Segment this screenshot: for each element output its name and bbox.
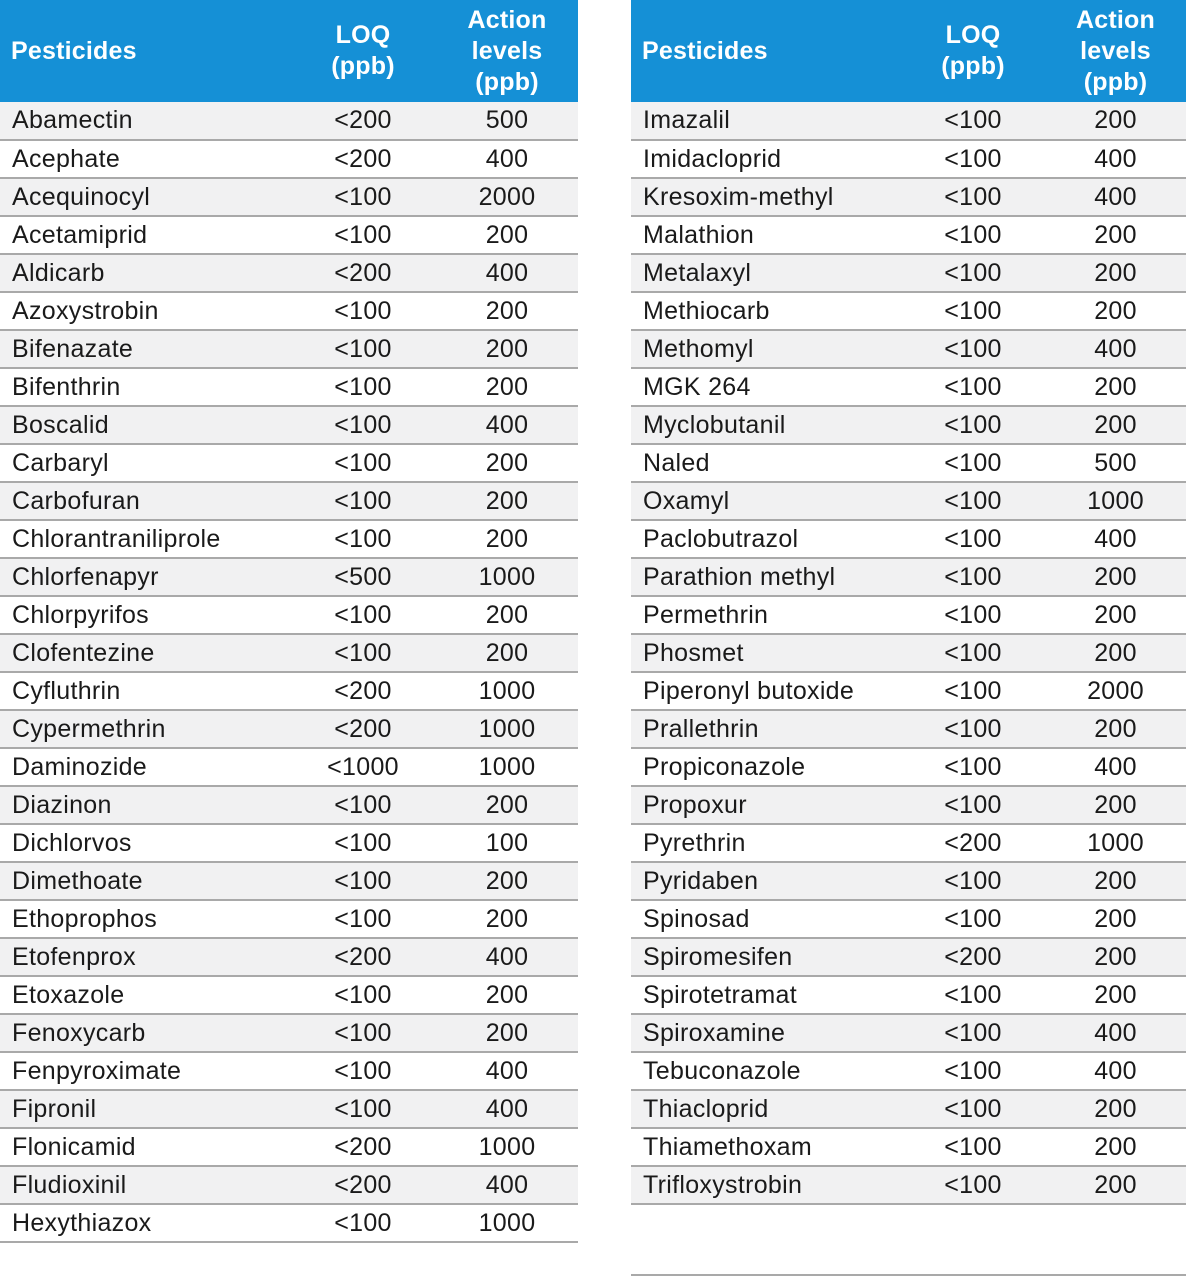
pesticide-name-cell: Piperonyl butoxide [643, 676, 855, 705]
loq-value-cell: <100 [944, 486, 1002, 515]
action-level-cell: 200 [485, 790, 529, 819]
header-action-line2: levels [1080, 36, 1151, 65]
loq-value-cell: <100 [334, 980, 392, 1009]
action-level-cell: 200 [485, 486, 529, 515]
action-level-cell: 2000 [478, 182, 536, 211]
table-row [0, 178, 578, 216]
pesticide-name-cell: Phosmet [643, 638, 744, 667]
action-level-cell: 200 [1094, 638, 1137, 667]
pesticide-name-cell: Etofenprox [12, 942, 136, 971]
pesticide-name-cell: Paclobutrazol [643, 524, 799, 553]
action-level-cell: 400 [1094, 1056, 1137, 1085]
loq-value-cell: <100 [944, 524, 1002, 553]
action-level-cell: 1000 [478, 1132, 536, 1161]
loq-value-cell: <100 [944, 410, 1002, 439]
pesticide-name-cell: Fenoxycarb [12, 1018, 146, 1047]
loq-value-cell: <100 [334, 296, 392, 325]
header-action-line1: Action [467, 5, 547, 34]
action-level-cell: 200 [1094, 258, 1137, 287]
loq-value-cell: <100 [944, 1170, 1002, 1199]
header-pesticides [631, 0, 901, 102]
loq-value-cell: <100 [944, 790, 1002, 819]
loq-value-cell: <100 [334, 600, 392, 629]
loq-value-cell: <100 [944, 714, 1002, 743]
header-loq-line1: LOQ [335, 21, 391, 49]
action-level-cell: 200 [1094, 942, 1137, 971]
loq-value-cell: <100 [334, 1094, 392, 1123]
loq-value-cell: <100 [944, 752, 1002, 781]
table-row [0, 634, 578, 672]
action-level-cell: 200 [485, 372, 529, 401]
table-row [631, 140, 1186, 178]
loq-value-cell: <200 [334, 1170, 392, 1199]
loq-value-cell: <100 [334, 372, 392, 401]
pesticide-name-cell: Permethrin [643, 600, 769, 629]
action-level-cell: 200 [485, 524, 529, 553]
loq-value-cell: <100 [334, 410, 392, 439]
left-pesticide-table [0, 0, 578, 1243]
header-action-line3: (ppb) [475, 67, 539, 96]
table-row [631, 1014, 1186, 1052]
table-row [0, 140, 578, 178]
loq-value-cell: <100 [944, 182, 1002, 211]
pesticide-name-cell: Tebuconazole [643, 1056, 801, 1085]
loq-value-cell: <100 [944, 372, 1002, 401]
action-level-cell: 1000 [478, 1208, 536, 1237]
loq-value-cell: <100 [944, 448, 1002, 477]
table-row [0, 748, 578, 786]
action-level-cell: 200 [1094, 1132, 1137, 1161]
action-level-cell: 200 [1094, 372, 1137, 401]
loq-value-cell: <100 [334, 790, 392, 819]
pesticide-name-cell: Dichlorvos [12, 828, 132, 857]
pesticide-name-cell: Spirotetramat [643, 980, 797, 1009]
loq-value-cell: <100 [944, 980, 1002, 1009]
pesticide-name-cell: Metalaxyl [643, 258, 752, 287]
action-level-cell: 1000 [478, 676, 536, 705]
table-row [0, 1204, 578, 1242]
loq-value-cell: <100 [944, 676, 1002, 705]
table-row [0, 862, 578, 900]
pesticide-name-cell: Prallethrin [643, 714, 759, 743]
pesticide-name-cell: Daminozide [12, 752, 148, 781]
action-level-cell: 200 [1094, 600, 1137, 629]
table-row [631, 634, 1186, 672]
table-row [631, 1128, 1186, 1166]
pesticide-name-cell: Etoxazole [12, 980, 125, 1009]
pesticide-name-cell: Fipronil [12, 1094, 97, 1123]
table-row [0, 330, 578, 368]
table-row [0, 1166, 578, 1204]
loq-value-cell: <200 [334, 942, 392, 971]
pesticide-name-cell: Naled [643, 448, 710, 477]
loq-value-cell: <200 [334, 106, 392, 134]
table-row [0, 520, 578, 558]
action-level-cell: 400 [485, 1056, 529, 1085]
table-row [0, 710, 578, 748]
pesticide-name-cell: Trifloxystrobin [643, 1170, 803, 1199]
pesticide-name-cell: Pyridaben [643, 866, 759, 895]
table-row [0, 216, 578, 254]
table-header-row [0, 0, 578, 102]
pesticide-name-cell: Azoxystrobin [12, 296, 159, 325]
loq-value-cell: <200 [944, 942, 1002, 971]
loq-value-cell: <100 [334, 638, 392, 667]
header-action-line3: (ppb) [1083, 67, 1148, 96]
pesticide-name-cell: Aldicarb [12, 258, 105, 287]
loq-value-cell: <100 [334, 486, 392, 515]
table-row [631, 900, 1186, 938]
table-row [631, 178, 1186, 216]
table-row [631, 444, 1186, 482]
loq-value-cell: <100 [944, 220, 1002, 249]
pesticide-name-cell: Ethoprophos [12, 904, 158, 933]
table-row [0, 1052, 578, 1090]
table-row [631, 596, 1186, 634]
table-row [0, 976, 578, 1014]
loq-value-cell: <100 [334, 1208, 392, 1237]
pesticide-name-cell: Acephate [12, 144, 121, 173]
pesticide-name-cell: Kresoxim-methyl [643, 182, 834, 211]
right-pesticide-table-container [631, 0, 1186, 1205]
loq-value-cell: <200 [944, 828, 1002, 857]
left-pesticide-table-container [0, 0, 578, 1243]
action-level-cell: 200 [1094, 220, 1137, 249]
action-level-cell: 200 [485, 448, 529, 477]
loq-value-cell: <100 [944, 1094, 1002, 1123]
loq-value-cell: <100 [334, 524, 392, 553]
table-row [0, 672, 578, 710]
table-row [0, 824, 578, 862]
pesticide-name-cell: Spiromesifen [643, 942, 793, 971]
action-level-cell: 100 [485, 828, 529, 857]
action-level-cell: 1000 [1087, 828, 1144, 857]
table-row [0, 900, 578, 938]
loq-value-cell: <1000 [327, 752, 399, 781]
loq-value-cell: <100 [334, 1018, 392, 1047]
header-loq-line1: LOQ [945, 21, 1001, 49]
action-level-cell: 200 [1094, 866, 1137, 895]
header-pesticides-label: Pesticides [642, 36, 768, 65]
loq-value-cell: <100 [944, 562, 1002, 591]
pesticide-name-cell: Diazinon [12, 790, 112, 819]
action-level-cell: 200 [485, 638, 529, 667]
loq-value-cell: <100 [334, 904, 392, 933]
table-row [0, 406, 578, 444]
pesticide-name-cell: Methiocarb [643, 296, 770, 325]
header-loq [290, 0, 436, 102]
loq-value-cell: <100 [944, 334, 1002, 363]
loq-value-cell: <100 [334, 828, 392, 857]
loq-value-cell: <100 [334, 866, 392, 895]
table-row [631, 102, 1186, 140]
action-level-cell: 200 [1094, 106, 1137, 134]
loq-value-cell: <100 [944, 638, 1002, 667]
table-row [0, 1128, 578, 1166]
action-level-cell: 1000 [478, 714, 536, 743]
action-level-cell: 200 [485, 296, 529, 325]
pesticide-name-cell: Hexythiazox [12, 1208, 152, 1237]
pesticide-name-cell: Flonicamid [12, 1132, 136, 1161]
table-row [631, 406, 1186, 444]
loq-value-cell: <100 [944, 1132, 1002, 1161]
pesticide-name-cell: Bifenazate [12, 334, 134, 363]
action-level-cell: 400 [485, 258, 529, 287]
table-row [631, 1166, 1186, 1204]
table-row [0, 938, 578, 976]
right-pesticide-table [631, 0, 1186, 1205]
table-row [631, 786, 1186, 824]
table-row [0, 482, 578, 520]
loq-value-cell: <100 [944, 144, 1002, 173]
table-row [0, 558, 578, 596]
action-level-cell: 200 [1094, 1170, 1137, 1199]
action-level-cell: 400 [485, 942, 529, 971]
table-row [0, 786, 578, 824]
loq-value-cell: <100 [334, 1056, 392, 1085]
loq-value-cell: <200 [334, 676, 392, 705]
loq-value-cell: <200 [334, 258, 392, 287]
pesticide-name-cell: Malathion [643, 220, 755, 249]
pesticide-name-cell: Parathion methyl [643, 562, 836, 591]
loq-value-cell: <100 [334, 448, 392, 477]
table-row [631, 482, 1186, 520]
table-row [0, 1090, 578, 1128]
pesticide-name-cell: Chlorantraniliprole [12, 524, 221, 553]
table-row [631, 558, 1186, 596]
table-row [631, 520, 1186, 558]
loq-value-cell: <100 [944, 600, 1002, 629]
loq-value-cell: <500 [334, 562, 392, 591]
header-action-line1: Action [1076, 5, 1155, 34]
action-level-cell: 200 [485, 866, 529, 895]
table-row [631, 824, 1186, 862]
table-row [631, 216, 1186, 254]
loq-value-cell: <100 [944, 296, 1002, 325]
header-loq [901, 0, 1045, 102]
loq-value-cell: <200 [334, 1132, 392, 1161]
table-row [631, 254, 1186, 292]
table-row [0, 368, 578, 406]
pesticide-name-cell: Cypermethrin [12, 714, 166, 743]
table-row [0, 444, 578, 482]
table-row [0, 102, 578, 140]
pesticide-name-cell: Pyrethrin [643, 828, 746, 857]
action-level-cell: 200 [485, 1018, 529, 1047]
pesticide-name-cell: Chlorfenapyr [12, 562, 159, 591]
pesticide-name-cell: Acetamiprid [12, 220, 148, 249]
table-row [0, 292, 578, 330]
pesticide-name-cell: Dimethoate [12, 866, 143, 895]
pesticide-name-cell: Fludioxinil [12, 1170, 127, 1199]
table-row [631, 976, 1186, 1014]
pesticide-name-cell: MGK 264 [643, 372, 751, 401]
action-level-cell: 2000 [1087, 676, 1144, 705]
loq-value-cell: <100 [944, 106, 1002, 134]
pesticide-name-cell: Boscalid [12, 410, 109, 439]
header-action-line2: levels [471, 36, 543, 65]
loq-value-cell: <100 [944, 904, 1002, 933]
action-level-cell: 200 [1094, 410, 1137, 439]
header-action-levels [436, 0, 578, 102]
loq-value-cell: <200 [334, 714, 392, 743]
header-action-levels [1045, 0, 1186, 102]
table-row [631, 1052, 1186, 1090]
table-header-row [631, 0, 1186, 102]
pesticide-name-cell: Propiconazole [643, 752, 806, 781]
loq-value-cell: <100 [944, 1018, 1002, 1047]
loq-value-cell: <100 [944, 866, 1002, 895]
loq-value-cell: <100 [334, 220, 392, 249]
action-level-cell: 500 [485, 106, 529, 134]
action-level-cell: 400 [1094, 1018, 1137, 1047]
action-level-cell: 200 [1094, 904, 1137, 933]
pesticide-name-cell: Propoxur [643, 790, 747, 819]
action-level-cell: 400 [1094, 334, 1137, 363]
action-level-cell: 200 [485, 334, 529, 363]
action-level-cell: 400 [1094, 752, 1137, 781]
pesticide-name-cell: Acequinocyl [12, 182, 151, 211]
pesticide-name-cell: Thiacloprid [643, 1094, 769, 1123]
action-level-cell: 400 [485, 144, 529, 173]
table-row [0, 1014, 578, 1052]
action-level-cell: 400 [1094, 144, 1137, 173]
pesticide-name-cell: Imidacloprid [643, 144, 782, 173]
table-row [0, 596, 578, 634]
pesticide-name-cell: Thiamethoxam [643, 1132, 812, 1161]
action-level-cell: 400 [1094, 524, 1137, 553]
action-level-cell: 1000 [478, 562, 536, 591]
table-row [631, 1090, 1186, 1128]
loq-value-cell: <100 [334, 182, 392, 211]
table-row [631, 748, 1186, 786]
table-row [631, 330, 1186, 368]
pesticide-name-cell: Abamectin [12, 106, 133, 134]
pesticide-name-cell: Clofentezine [12, 638, 155, 667]
pesticide-name-cell: Carbaryl [12, 448, 109, 477]
table-row [631, 710, 1186, 748]
table-row [631, 938, 1186, 976]
pesticide-name-cell: Carbofuran [12, 486, 141, 515]
action-level-cell: 200 [485, 600, 529, 629]
action-level-cell: 200 [1094, 714, 1137, 743]
action-level-cell: 1000 [478, 752, 536, 781]
header-loq-line2: (ppb) [941, 52, 1005, 80]
right-table-body [631, 102, 1186, 1204]
action-level-cell: 200 [485, 904, 529, 933]
left-table-body [0, 102, 578, 1242]
pesticide-name-cell: Bifenthrin [12, 372, 121, 401]
pesticide-name-cell: Cyfluthrin [12, 676, 121, 705]
pesticide-name-cell: Methomyl [643, 334, 754, 363]
action-level-cell: 400 [485, 410, 529, 439]
action-level-cell: 400 [485, 1170, 529, 1199]
action-level-cell: 200 [1094, 296, 1137, 325]
right-table-bottom-rule [631, 1274, 1186, 1276]
table-row [631, 672, 1186, 710]
action-level-cell: 200 [485, 980, 529, 1009]
action-level-cell: 1000 [1087, 486, 1144, 515]
action-level-cell: 400 [1094, 182, 1137, 211]
table-row [0, 254, 578, 292]
header-pesticides-label: Pesticides [11, 36, 137, 65]
action-level-cell: 400 [485, 1094, 529, 1123]
action-level-cell: 200 [1094, 562, 1137, 591]
header-loq-line2: (ppb) [331, 52, 395, 80]
pesticide-name-cell: Chlorpyrifos [12, 600, 149, 629]
action-level-cell: 200 [1094, 1094, 1137, 1123]
header-pesticides [0, 0, 290, 102]
pesticide-name-cell: Spiroxamine [643, 1018, 786, 1047]
pesticide-name-cell: Spinosad [643, 904, 750, 933]
table-row [631, 292, 1186, 330]
action-level-cell: 500 [1094, 448, 1137, 477]
loq-value-cell: <100 [334, 334, 392, 363]
action-level-cell: 200 [1094, 980, 1137, 1009]
pesticide-name-cell: Myclobutanil [643, 410, 786, 439]
pesticide-name-cell: Oxamyl [643, 486, 730, 515]
loq-value-cell: <100 [944, 258, 1002, 287]
table-row [631, 368, 1186, 406]
loq-value-cell: <200 [334, 144, 392, 173]
action-level-cell: 200 [485, 220, 529, 249]
action-level-cell: 200 [1094, 790, 1137, 819]
table-row [631, 862, 1186, 900]
loq-value-cell: <100 [944, 1056, 1002, 1085]
pesticide-name-cell: Fenpyroximate [12, 1056, 182, 1085]
pesticide-name-cell: Imazalil [643, 106, 731, 134]
